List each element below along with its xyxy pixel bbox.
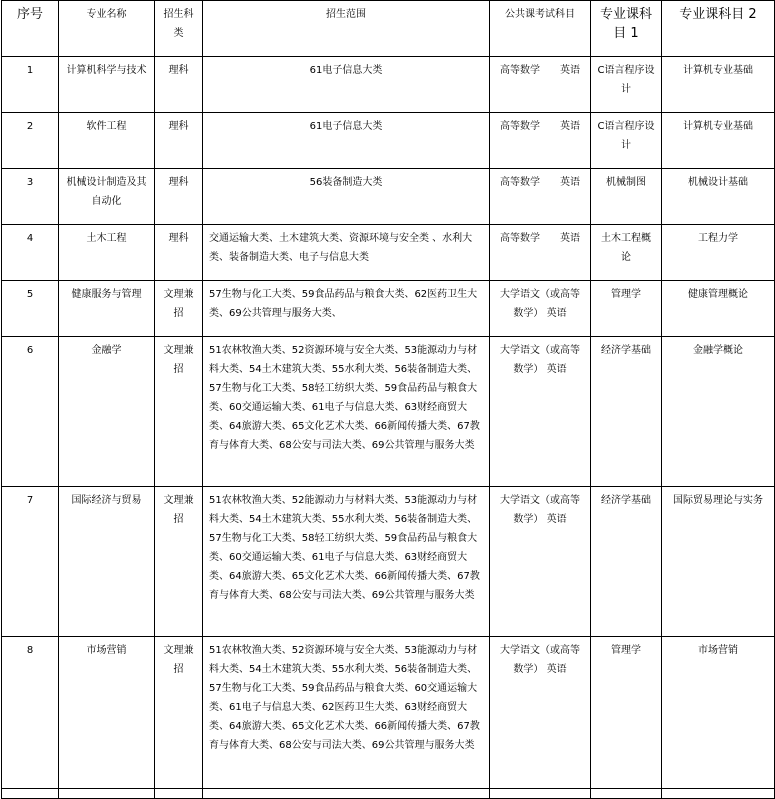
row-category: 文理兼招 [155,637,203,789]
header-row [2,1,775,57]
row-empty-cell [591,789,662,799]
row-course-2: 计算机专业基础 [662,57,775,113]
row-public-exam: 大学语文（或高等数学） 英语 [490,337,591,487]
row-scope: 51农林牧渔大类、52资源环境与安全大类、53能源动力与材料大类、54土木建筑大类、55水利大类、56装备制造大类、57生物与化工大类、59食品药品与粮食大类、60交通运输大类、61电子与信息大类、62医药卫生大类、63财经商贸大类、64旅游大类、65文化艺术大类、66新闻传播大类、67教育与体育大类、68公安与司法大类、69公共管理与服务大类 [203,637,490,789]
row-public-exam: 大学语文（或高等数学） 英语 [490,487,591,637]
row-public-exam: 高等数学 英语 [490,225,591,281]
row-major: 计算机科学与技术 [59,57,155,113]
row-index: 5 [2,281,59,337]
row-major: 国际经济与贸易 [59,487,155,637]
row-empty-cell [155,789,203,799]
header-public-exam: 公共课考试科目 [490,1,591,57]
header-major: 专业名称 [59,1,155,57]
row-category: 理科 [155,225,203,281]
row-empty-cell [490,789,591,799]
row-course-2: 健康管理概论 [662,281,775,337]
row-index: 4 [2,225,59,281]
row-index: 7 [2,487,59,637]
table-row [2,113,775,169]
table-row [2,337,775,487]
row-empty-cell [59,789,155,799]
row-course-1: 机械制图 [591,169,662,225]
row-course-2: 机械设计基础 [662,169,775,225]
row-major: 健康服务与管理 [59,281,155,337]
row-major: 土木工程 [59,225,155,281]
row-course-1: 经济学基础 [591,337,662,487]
row-major: 机械设计制造及其自动化 [59,169,155,225]
row-index: 6 [2,337,59,487]
table-row [2,169,775,225]
row-public-exam: 高等数学 英语 [490,169,591,225]
row-course-1: 管理学 [591,281,662,337]
row-scope: 交通运输大类、土木建筑大类、资源环境与安全类 、水利大类、装备制造大类、电子与信息大类 [203,225,490,281]
row-course-2: 市场营销 [662,637,775,789]
row-course-2: 计算机专业基础 [662,113,775,169]
row-public-exam: 大学语文（或高等数学） 英语 [490,637,591,789]
header-index: 序号 [2,1,59,57]
row-scope: 57生物与化工大类、59食品药品与粮食大类、62医药卫生大类、69公共管理与服务大类、 [203,281,490,337]
row-course-1: 管理学 [591,637,662,789]
row-course-2: 国际贸易理论与实务 [662,487,775,637]
row-scope: 61电子信息大类 [203,113,490,169]
row-major: 市场营销 [59,637,155,789]
table-row-partial [2,789,775,799]
row-major: 软件工程 [59,113,155,169]
header-course-1: 专业课科目 1 [591,1,662,57]
row-public-exam: 高等数学 英语 [490,113,591,169]
row-category: 理科 [155,169,203,225]
table-row [2,281,775,337]
header-scope: 招生范围 [203,1,490,57]
row-empty-cell [2,789,59,799]
row-course-1: 经济学基础 [591,487,662,637]
row-category: 文理兼招 [155,487,203,637]
row-category: 理科 [155,57,203,113]
admission-table [1,0,775,799]
row-scope: 51农林牧渔大类、52能源动力与材料大类、53能源动力与材料大类、54土木建筑大类、55水利大类、56装备制造大类、57生物与化工大类、58轻工纺织大类、59食品药品与粮食大类、60交通运输大类、61电子与信息大类、63财经商贸大类、64旅游大类、65文化艺术大类、66新闻传播大类、67教育与体育大类、68公安与司法大类、69公共管理与服务大类 [203,487,490,637]
row-major: 金融学 [59,337,155,487]
row-course-1: C语言程序设计 [591,113,662,169]
row-category: 理科 [155,113,203,169]
row-empty-cell [662,789,775,799]
row-category: 文理兼招 [155,337,203,487]
row-category: 文理兼招 [155,281,203,337]
header-course-2: 专业课科目 2 [662,1,775,57]
row-scope: 56装备制造大类 [203,169,490,225]
row-scope: 51农林牧渔大类、52资源环境与安全大类、53能源动力与材料大类、54土木建筑大类、55水利大类、56装备制造大类、57生物与化工大类、58轻工纺织大类、59食品药品与粮食大类、60交通运输大类、61电子与信息大类、63财经商贸大类、64旅游大类、65文化艺术大类、66新闻传播大类、67教育与体育大类、68公安与司法大类、69公共管理与服务大类 [203,337,490,487]
row-scope: 61电子信息大类 [203,57,490,113]
row-course-1: C语言程序设计 [591,57,662,113]
table-row [2,225,775,281]
row-index: 2 [2,113,59,169]
row-course-1: 土木工程概论 [591,225,662,281]
header-category: 招生科类 [155,1,203,57]
row-empty-cell [203,789,490,799]
row-course-2: 金融学概论 [662,337,775,487]
row-public-exam: 高等数学 英语 [490,57,591,113]
row-index: 8 [2,637,59,789]
row-index: 1 [2,57,59,113]
table-row [2,637,775,789]
row-course-2: 工程力学 [662,225,775,281]
row-public-exam: 大学语文（或高等数学） 英语 [490,281,591,337]
row-index: 3 [2,169,59,225]
table-row [2,57,775,113]
table-row [2,487,775,637]
